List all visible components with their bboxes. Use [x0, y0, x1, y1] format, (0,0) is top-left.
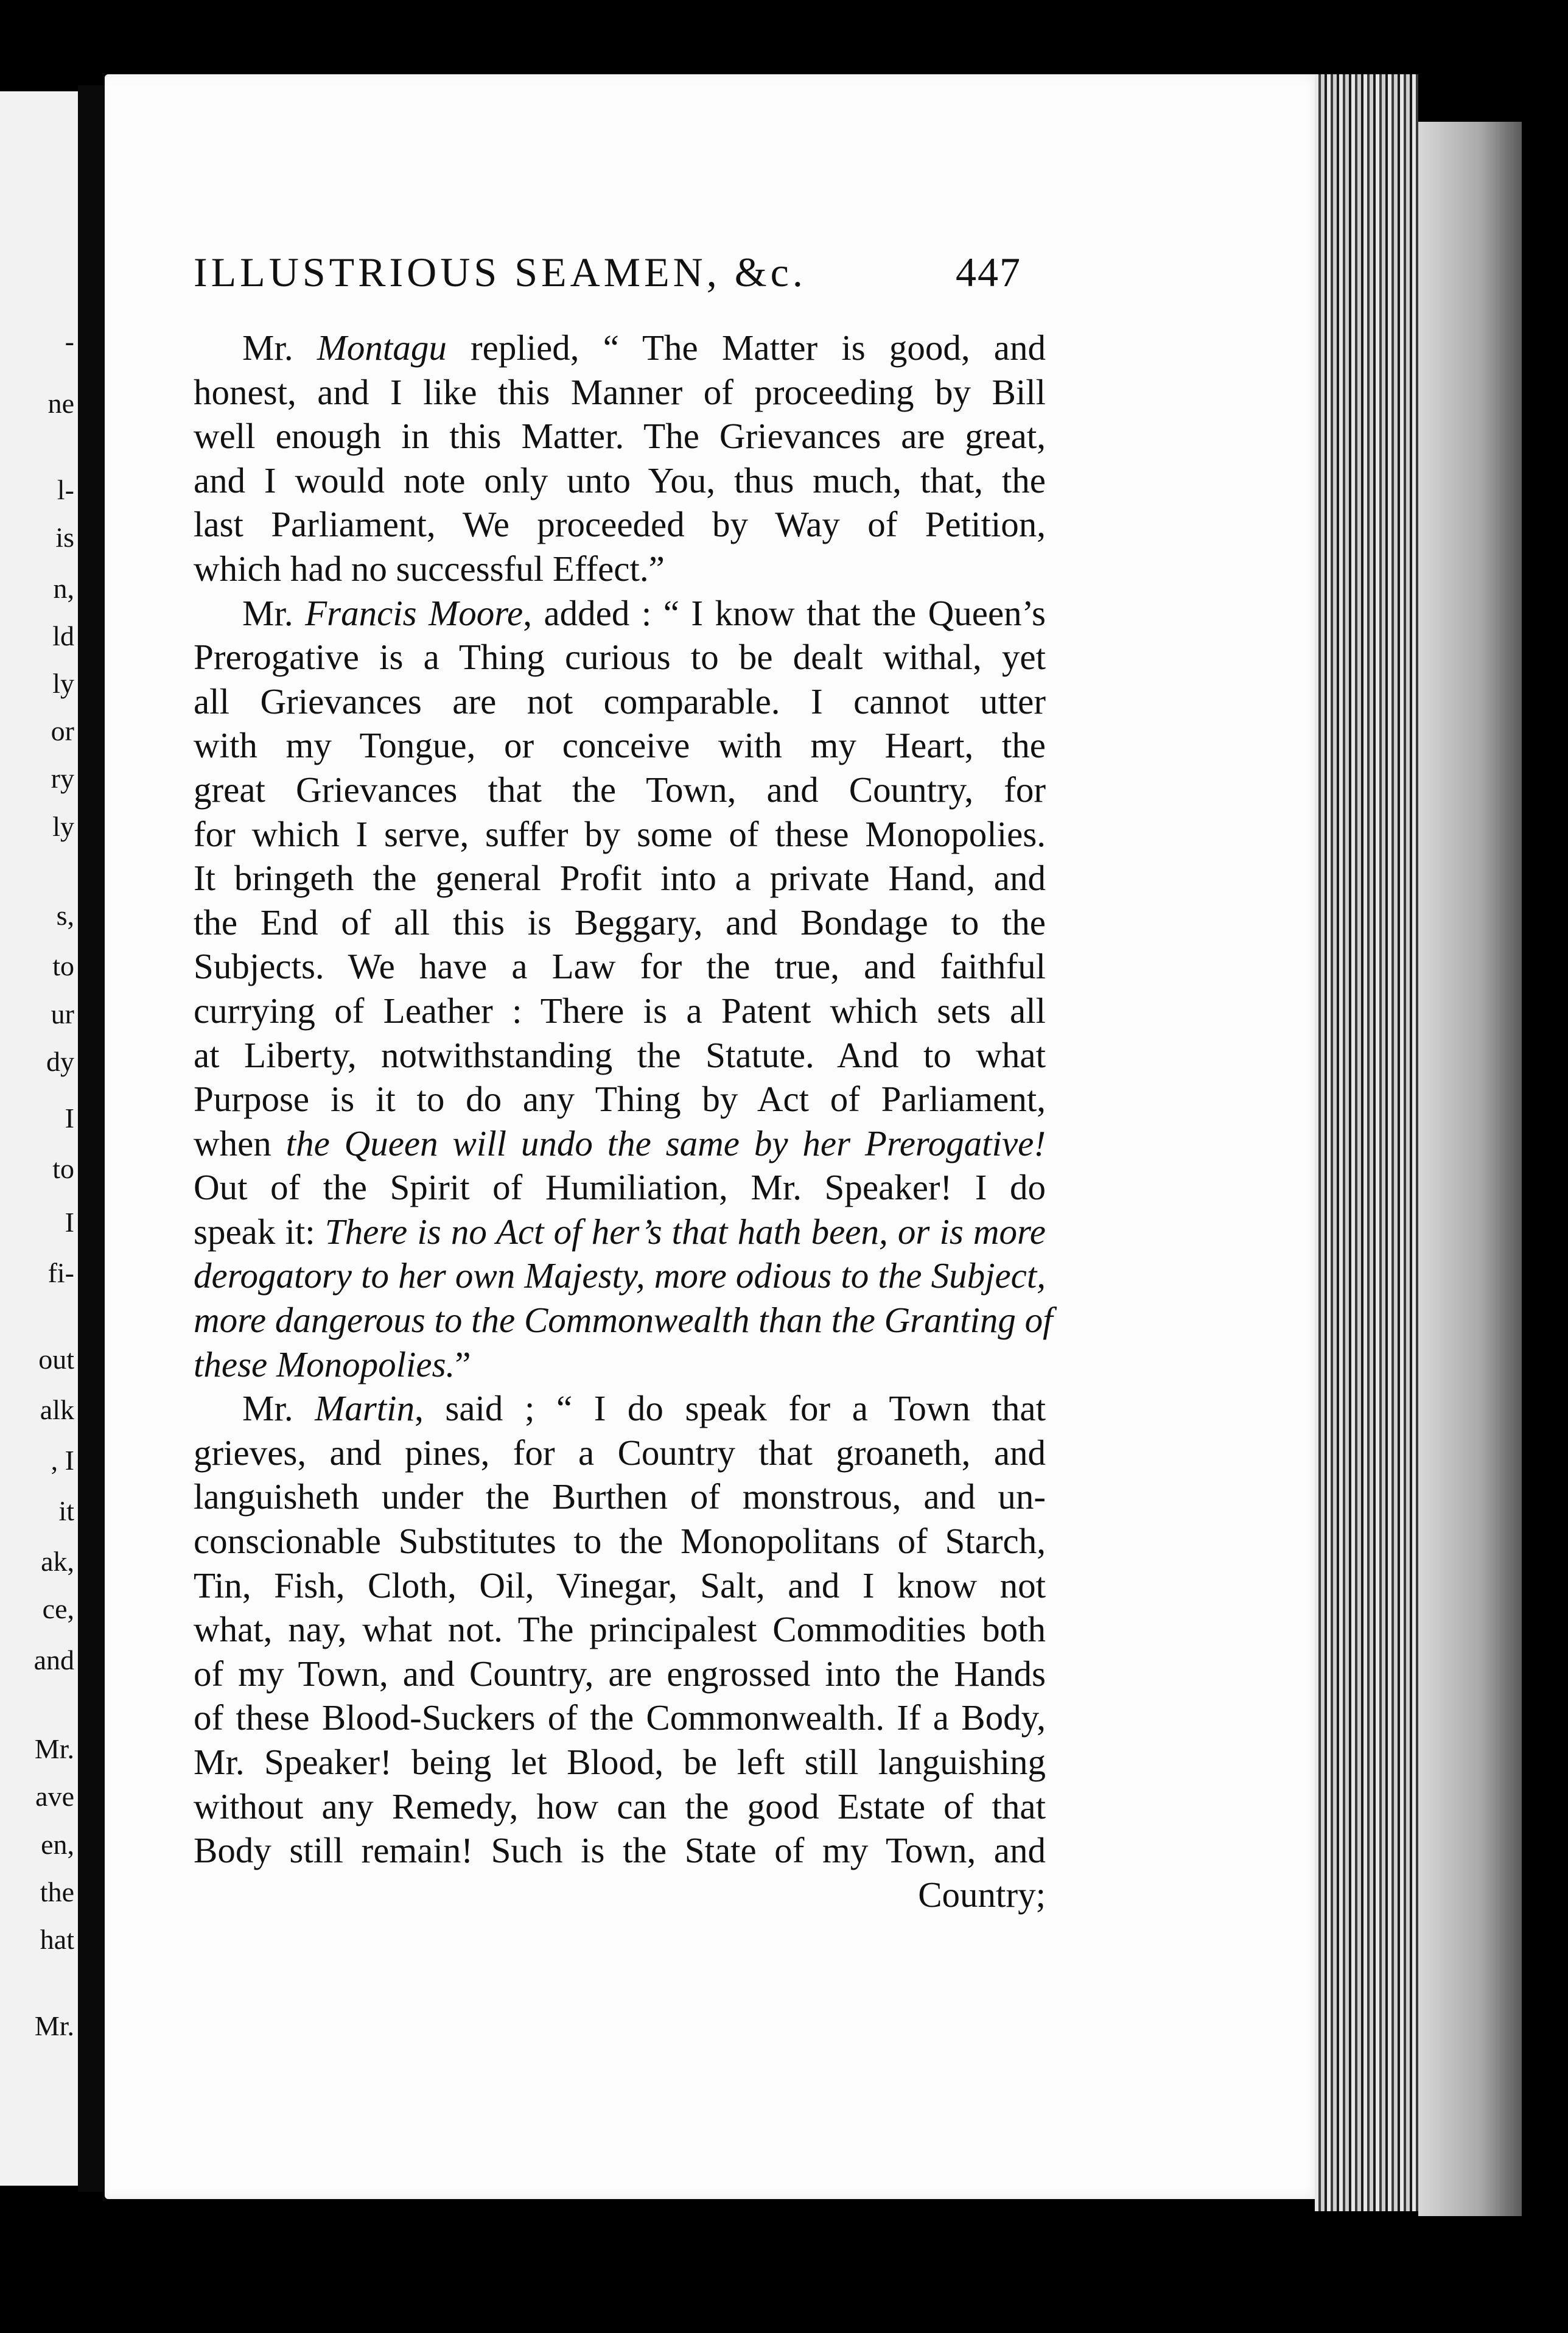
text-line [194, 502, 1046, 547]
text-segment: of these Blood-Suckers of the Commonwealth. If a Body, [194, 1697, 1046, 1738]
page-body [194, 326, 1053, 1917]
text-segment: Prerogative is a Thing curious to be dealt withal, yet [194, 637, 1046, 678]
text-line [194, 1475, 1046, 1519]
facing-page-fragment: , I [51, 1444, 74, 1476]
text-line [194, 370, 1046, 415]
text-segment: conscionable Substitutes to the Monopolitans of Starch, [194, 1521, 1046, 1562]
page-edge-shadow [1418, 122, 1522, 2216]
facing-page [0, 91, 80, 2186]
text-segment: well enough in this Matter. The Grievances are great, [194, 416, 1046, 457]
text-line [194, 458, 1046, 503]
italic-text: Francis Moore [305, 592, 523, 633]
facing-page-fragment: ly [52, 810, 74, 842]
text-segment: all Grievances are not comparable. I cannot utter [194, 681, 1046, 721]
text-segment: honest, and I like this Manner of proceeding by Bill [194, 371, 1046, 412]
facing-page-fragment: ak, [41, 1546, 74, 1577]
facing-page-fragment: Mr. [34, 1733, 74, 1765]
text-line [194, 1828, 1046, 1873]
text-line [194, 944, 1046, 989]
text-line [194, 1298, 1053, 1342]
text-segment: last Parliament, We proceeded by Way of Petition, [194, 504, 1046, 545]
facing-page-fragment: out [38, 1343, 74, 1375]
text-line [194, 768, 1046, 812]
italic-text: these Monopolies. [194, 1344, 455, 1384]
text-segment: currying of Leather : There is a Patent which sets all [194, 990, 1046, 1031]
text-line [194, 1652, 1046, 1696]
text-segment: what, nay, what not. The principalest Commodities both [194, 1609, 1046, 1650]
italic-text: There is no Act of her’s that hath been, or is more [324, 1211, 1046, 1252]
text-segment: Body still remain! Such is the State of my Town, and [194, 1830, 1046, 1871]
catchword: Country; [918, 1874, 1046, 1915]
page-edges [1315, 74, 1418, 2211]
text-line [194, 1386, 1046, 1431]
text-segment: It bringeth the general Profit into a private Hand, and [194, 858, 1046, 899]
text-segment: of my Town, and Country, are engrossed into the Hands [194, 1653, 1046, 1694]
italic-text: Montagu [317, 328, 447, 368]
facing-page-fragment: ry [51, 763, 74, 795]
facing-page-fragment: to [52, 1152, 74, 1184]
italic-text: the Queen will undo the same by her Prerogative! [285, 1123, 1046, 1163]
text-segment: when [194, 1123, 286, 1163]
italic-text: more dangerous to the Commonwealth than the Granting of [194, 1300, 1053, 1341]
facing-page-fragment: ly [52, 667, 74, 699]
facing-page-fragment: ne [47, 388, 74, 419]
text-segment: , added : “ I know that the Queen’s [523, 592, 1046, 633]
text-segment: replied, “ The Matter is good, and [446, 328, 1046, 368]
facing-page-fragment: - [65, 325, 74, 357]
text-segment: languisheth under the Burthen of monstrous, and un- [194, 1476, 1046, 1517]
facing-page-fragment: ur [51, 998, 74, 1030]
text-segment: ” [455, 1344, 471, 1384]
text-segment: great Grievances that the Town, and Country, for [194, 769, 1046, 810]
facing-page-fragment: s, [56, 900, 74, 931]
facing-page-fragment: alk [40, 1394, 74, 1425]
facing-page-fragment: the [40, 1876, 74, 1907]
text-segment: Mr. [242, 592, 306, 633]
text-segment: grieves, and pines, for a Country that groaneth, and [194, 1432, 1046, 1473]
text-line [194, 1254, 1046, 1298]
facing-page-fragment: Mr. [34, 2010, 74, 2041]
text-line [194, 414, 1046, 458]
facing-page-fragment: hat [40, 1924, 74, 1956]
facing-page-fragment: fi- [47, 1257, 74, 1288]
facing-page-fragment: I [65, 1206, 74, 1238]
text-line [194, 723, 1046, 768]
text-line [194, 1696, 1046, 1740]
text-segment: without any Remedy, how can the good Estate of that [194, 1786, 1046, 1826]
text-segment: and I would note only unto You, thus much, that, the [194, 460, 1046, 500]
text-line [194, 1342, 1046, 1387]
text-line [194, 900, 1046, 945]
text-segment: Out of the Spirit of Humiliation, Mr. Speaker! I do [194, 1167, 1046, 1208]
facing-page-fragment: it [58, 1495, 74, 1527]
text-segment: the End of all this is Beggary, and Bondage to the [194, 902, 1046, 942]
text-line [194, 812, 1046, 857]
text-segment: Tin, Fish, Cloth, Oil, Vinegar, Salt, and I know not [194, 1565, 1046, 1605]
running-title: ILLUSTRIOUS SEAMEN, &c. [194, 249, 807, 295]
text-segment: Subjects. We have a Law for the true, and faithful [194, 946, 1046, 987]
facing-page-fragment: ce, [42, 1593, 74, 1625]
text-line [194, 1431, 1046, 1475]
text-line [194, 1210, 1046, 1254]
text-segment: speak it: [194, 1211, 325, 1252]
text-line [194, 591, 1046, 636]
text-line [194, 1121, 1046, 1166]
italic-text: derogatory to her own Majesty, more odious to the Subject, [194, 1255, 1046, 1296]
text-line [194, 635, 1046, 679]
text-segment: Mr. Speaker! being let Blood, be left still languishing [194, 1742, 1046, 1782]
facing-page-fragment: ave [35, 1781, 74, 1812]
text-line [194, 856, 1046, 900]
facing-page-fragment: is [55, 522, 74, 553]
facing-page-fragment: to [52, 950, 74, 982]
text-segment: which had no successful Effect.” [194, 548, 665, 589]
facing-page-fragment: ld [52, 620, 74, 651]
text-line [194, 1165, 1046, 1210]
text-line [194, 1740, 1046, 1784]
page-number: 447 [956, 249, 1021, 295]
text-segment: Mr. [242, 1388, 315, 1429]
text-line [194, 989, 1046, 1033]
facing-page-fragment: dy [46, 1045, 74, 1077]
italic-text: Martin [315, 1388, 415, 1429]
text-segment: Purpose is it to do any Thing by Act of Parliament, [194, 1079, 1046, 1120]
text-segment: with my Tongue, or conceive with my Heart, the [194, 725, 1046, 766]
text-line [194, 1519, 1046, 1563]
text-line [194, 1784, 1046, 1829]
text-line [194, 547, 1046, 591]
text-line [194, 1563, 1046, 1608]
text-line [194, 326, 1046, 370]
text-line [194, 1033, 1046, 1078]
facing-page-fragment: or [51, 715, 74, 747]
text-line [194, 679, 1046, 724]
facing-page-fragment: l- [57, 474, 74, 506]
facing-page-fragment: en, [41, 1828, 74, 1860]
text-segment: Mr. [242, 328, 317, 368]
running-header [194, 248, 1021, 296]
text-segment: at Liberty, notwithstanding the Statute. And to what [194, 1034, 1046, 1075]
facing-page-fragment: n, [53, 572, 74, 604]
facing-page-fragment: I [65, 1102, 74, 1134]
text-segment: , said ; “ I do speak for a Town that [415, 1388, 1046, 1429]
facing-page-fragment: and [33, 1644, 74, 1675]
text-line [194, 1077, 1046, 1121]
text-line [194, 1607, 1046, 1652]
text-segment: for which I serve, suffer by some of these Monopolies. [194, 813, 1046, 854]
